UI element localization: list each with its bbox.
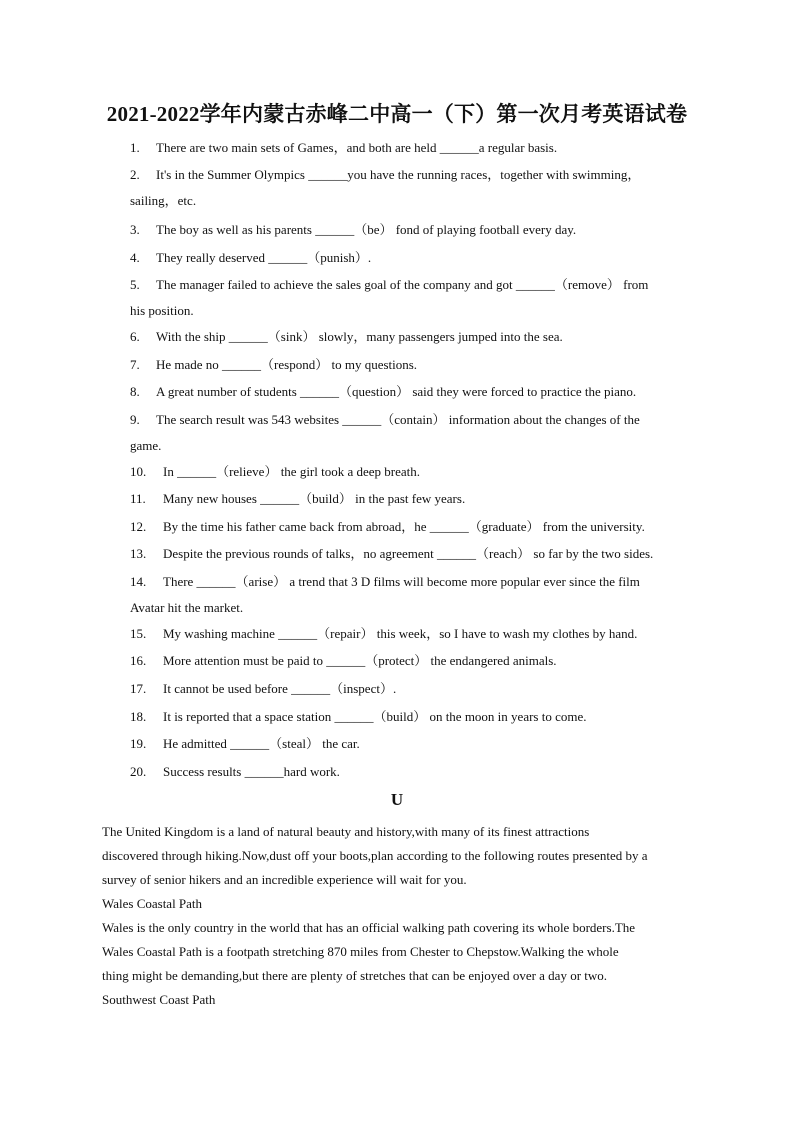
question-text: A great number of students ______（question） said they were forced to practice the piano. (156, 384, 637, 399)
passage-subheading: Southwest Coast Path (102, 992, 216, 1007)
question-7 (130, 351, 696, 378)
question-number: 1. (130, 140, 140, 155)
question-15 (130, 620, 696, 647)
question-number: 9. (130, 412, 140, 427)
question-continuation: sailing，etc. (130, 193, 197, 208)
question-number: 10. (130, 464, 147, 479)
question-number: 6. (130, 329, 140, 344)
question-2 (130, 161, 696, 208)
question-16 (130, 647, 696, 674)
question-continuation: Avatar hit the market. (130, 600, 244, 615)
question-8 (130, 378, 696, 405)
question-text: They really deserved ______（punish）. (156, 250, 372, 265)
question-18 (130, 703, 696, 730)
question-number: 20. (130, 764, 147, 779)
question-number: 2. (130, 167, 140, 182)
question-number: 15. (130, 626, 147, 641)
question-number: 16. (130, 653, 147, 668)
question-text: Success results ______hard work. (163, 764, 340, 779)
question-number: 19. (130, 736, 147, 751)
question-20 (130, 758, 696, 785)
question-number: 12. (130, 519, 147, 534)
question-13 (130, 540, 696, 567)
passage-line: The United Kingdom is a land of natural beauty and history,with many of its finest attractions (102, 824, 590, 839)
question-number: 14. (130, 574, 147, 589)
question-10 (130, 458, 696, 485)
question-text: It cannot be used before ______（inspect）. (163, 681, 397, 696)
passage-subheading: Wales Coastal Path (102, 896, 203, 911)
question-continuation: his position. (130, 303, 194, 318)
passage-line: thing might be demanding,but there are plenty of stretches that can be enjoyed over a day or two. (102, 968, 608, 983)
question-4 (130, 244, 696, 271)
question-14 (130, 568, 696, 615)
question-number: 8. (130, 384, 140, 399)
question-text: There are two main sets of Games，and both are held ______a regular basis. (156, 140, 558, 155)
passage-line: Wales is the only country in the world that has an official walking path covering its whole borders.The (102, 920, 636, 935)
passage-line: survey of senior hikers and an incredible experience will wait for you. (102, 872, 467, 887)
question-text: Many new houses ______（build） in the past few years. (163, 491, 466, 506)
question-text: There ______（arise） a trend that 3 D films will become more popular ever since the film (163, 574, 640, 589)
question-1 (130, 134, 696, 161)
question-11 (130, 485, 696, 512)
passage-line: discovered through hiking.Now,dust off your boots,plan according to the following routes presented by a (102, 848, 648, 863)
question-text: It's in the Summer Olympics ______you have the running races，together with swimming， (156, 167, 641, 182)
question-6 (130, 323, 696, 350)
question-text: The search result was 543 websites ______（contain） information about the changes of the (156, 412, 640, 427)
question-continuation: game. (130, 438, 162, 453)
question-number: 17. (130, 681, 147, 696)
question-5 (130, 271, 696, 318)
question-number: 11. (130, 491, 146, 506)
question-text: My washing machine ______（repair） this week，so I have to wash my clothes by hand. (163, 626, 638, 641)
exam-title: 2021-2022学年内蒙古赤峰二中高一（下）第一次月考英语试卷 (106, 102, 688, 126)
passage-line: Wales Coastal Path is a footpath stretching 870 miles from Chester to Chepstow.Walking the whole (102, 944, 619, 959)
question-text: By the time his father came back from abroad，he ______（graduate） from the university. (163, 519, 645, 534)
question-text: The boy as well as his parents ______（be） fond of playing football every day. (156, 222, 577, 237)
question-text: He admitted ______（steal） the car. (163, 736, 360, 751)
question-text: In ______（relieve） the girl took a deep breath. (163, 464, 421, 479)
question-text: The manager failed to achieve the sales goal of the company and got ______（remove） from (156, 277, 649, 292)
question-number: 7. (130, 357, 140, 372)
question-text: Despite the previous rounds of talks，no agreement ______（reach） so far by the two sides. (163, 546, 654, 561)
question-12 (130, 513, 696, 540)
question-9 (130, 406, 696, 453)
question-text: It is reported that a space station ______（build） on the moon in years to come. (163, 709, 587, 724)
question-text: He made no ______（respond） to my questions. (156, 357, 418, 372)
question-text: More attention must be paid to ______（protect） the endangered animals. (163, 653, 557, 668)
question-19 (130, 730, 696, 757)
question-number: 3. (130, 222, 140, 237)
question-17 (130, 675, 696, 702)
question-number: 4. (130, 250, 140, 265)
question-number: 13. (130, 546, 147, 561)
section-heading: U (390, 790, 404, 809)
question-number: 18. (130, 709, 147, 724)
question-3 (130, 216, 696, 243)
question-number: 5. (130, 277, 140, 292)
question-text: With the ship ______（sink） slowly，many passengers jumped into the sea. (156, 329, 563, 344)
